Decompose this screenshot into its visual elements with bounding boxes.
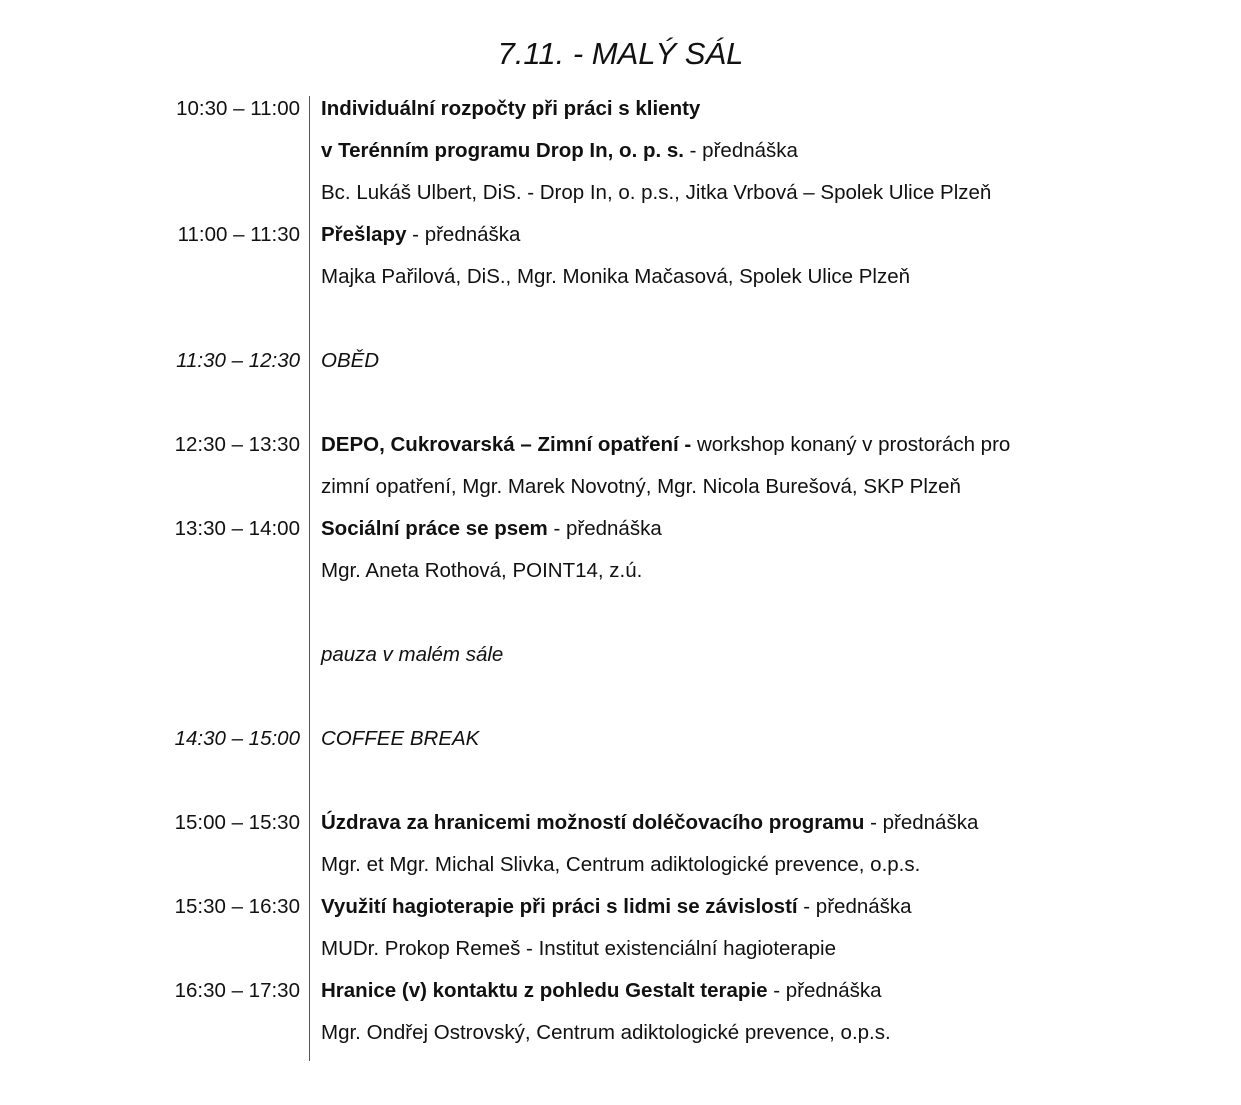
session-time: 11:00 – 11:30 <box>177 223 300 246</box>
session-speakers: Mgr. Aneta Rothová, POINT14, z.ú. <box>321 559 643 582</box>
session-speakers: MUDr. Prokop Remeš - Institut existenciální hagioterapie <box>321 937 837 960</box>
session-speakers: Majka Pařilová, DiS., Mgr. Monika Mačasová, Spolek Ulice Plzeň <box>321 265 911 288</box>
session-title-bold: Využití hagioterapie při práci s lidmi se závislostí <box>321 895 798 918</box>
page-title: 7.11. - MALÝ SÁL <box>497 36 744 71</box>
session-type: - přednáška <box>767 979 882 1002</box>
session-time: 15:00 – 15:30 <box>174 811 300 834</box>
break-time: 11:30 – 12:30 <box>176 349 300 372</box>
session-type: - přednáška <box>406 223 521 246</box>
session-title-bold: DEPO, Cukrovarská – Zimní opatření - <box>321 433 692 456</box>
session-description-cont: zimní opatření, Mgr. Marek Novotný, Mgr. Nicola Burešová, SKP Plzeň <box>321 475 961 498</box>
session-title-bold: Individuální rozpočty při práci s klienty <box>321 97 701 120</box>
break-label: COFFEE BREAK <box>321 727 480 750</box>
session-speakers: Bc. Lukáš Ulbert, DiS. - Drop In, o. p.s., Jitka Vrbová – Spolek Ulice Plzeň <box>321 181 992 204</box>
session-time: 13:30 – 14:00 <box>174 517 300 540</box>
session-title <box>321 976 1221 1018</box>
session-time: 10:30 – 11:00 <box>176 97 300 120</box>
session-title <box>321 430 1221 472</box>
session-title <box>321 808 1221 850</box>
session-time: 12:30 – 13:30 <box>174 433 300 456</box>
session-type: - přednáška <box>547 517 662 540</box>
session-type: - přednáška <box>864 811 979 834</box>
session-title <box>321 220 1221 262</box>
session-title <box>321 514 1221 556</box>
pause-label: pauza v malém sále <box>321 643 504 666</box>
session-time: 15:30 – 16:30 <box>174 895 300 918</box>
session-title-bold: Úzdrava za hranicemi možností doléčovacího programu <box>321 811 865 834</box>
session-speakers: Mgr. Ondřej Ostrovský, Centrum adiktologické prevence, o.p.s. <box>321 1021 891 1044</box>
session-title-bold: Sociální práce se psem <box>321 517 548 540</box>
session-title-bold: v Terénním programu Drop In, o. p. s. <box>321 139 684 162</box>
session-title <box>321 94 1221 136</box>
session-type: - přednáška <box>797 895 912 918</box>
session-type: - přednáška <box>683 139 798 162</box>
break-time: 14:30 – 15:00 <box>174 727 300 750</box>
break-label: OBĚD <box>321 349 380 372</box>
session-title-bold: Hranice (v) kontaktu z pohledu Gestalt terapie <box>321 979 768 1002</box>
timeline-divider <box>309 96 310 1061</box>
session-speakers: Mgr. et Mgr. Michal Slivka, Centrum adiktologické prevence, o.p.s. <box>321 853 921 876</box>
session-title <box>321 892 1221 934</box>
session-title-cont <box>321 136 1221 178</box>
session-description: workshop konaný v prostorách pro <box>691 433 1011 456</box>
session-time: 16:30 – 17:30 <box>174 979 300 1002</box>
session-title-bold: Přešlapy <box>321 223 407 246</box>
